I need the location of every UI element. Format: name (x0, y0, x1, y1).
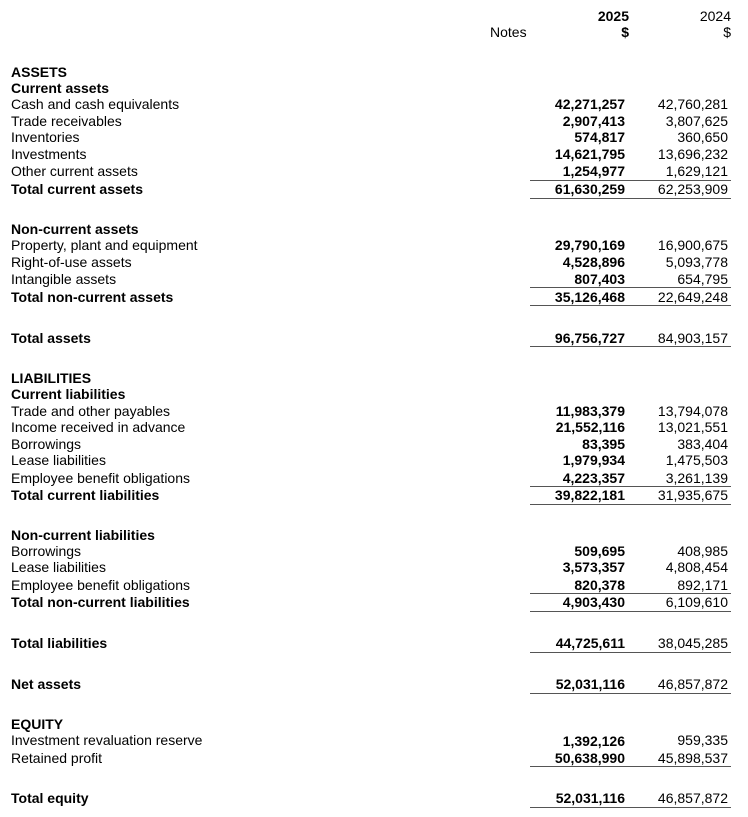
subtotal-rule (530, 766, 731, 767)
table-row (0, 129, 748, 146)
total-rule (530, 611, 731, 612)
row-label: Retained profit (11, 750, 103, 766)
value-2024: 383,404 (677, 436, 728, 452)
value-2024: 45,898,537 (657, 750, 728, 766)
row-label: Investments (11, 146, 87, 162)
liabilities-heading (0, 370, 748, 387)
section-heading: ASSETS (11, 64, 68, 80)
row-label: Trade receivables (11, 113, 122, 129)
row-label: Trade and other payables (11, 403, 171, 419)
value-2024: 38,045,285 (657, 635, 728, 651)
value-2024: 13,696,232 (657, 146, 728, 162)
row-label: Total non-current assets (11, 289, 174, 305)
net-assets-row (0, 676, 748, 693)
total-rule (530, 198, 731, 199)
table-row (0, 436, 748, 453)
table-row (0, 237, 748, 254)
value-2024: 408,985 (677, 543, 728, 559)
row-label: Total current liabilities (11, 487, 160, 503)
table-row (0, 559, 748, 576)
currency-2024-header: $ (723, 24, 731, 40)
value-2025: 3,573,357 (562, 559, 625, 575)
subsection-heading: Non-current liabilities (11, 527, 155, 543)
subsection-heading: Current liabilities (11, 386, 126, 402)
value-2024: 959,335 (677, 732, 728, 748)
value-2024: 42,760,281 (657, 96, 728, 112)
value-2025: 14,621,795 (554, 146, 625, 162)
value-2025: 42,271,257 (554, 96, 625, 112)
value-2025: 52,031,116 (555, 676, 625, 692)
value-2024: 31,935,675 (657, 487, 728, 503)
table-row (0, 577, 748, 594)
value-2024: 13,021,551 (657, 419, 728, 435)
value-2025: 52,031,116 (555, 790, 625, 806)
total-row (0, 487, 748, 504)
table-row (0, 470, 748, 487)
table-row (0, 403, 748, 420)
table-row (0, 543, 748, 560)
total-equity-row (0, 790, 748, 807)
value-2025: 83,395 (582, 436, 625, 452)
row-label: Right-of-use assets (11, 254, 132, 270)
value-2025: 11,983,379 (555, 403, 625, 419)
value-2025: 29,790,169 (554, 237, 625, 253)
assets-heading (0, 64, 748, 81)
row-label: Total current assets (11, 181, 144, 197)
row-label: Lease liabilities (11, 559, 106, 575)
value-2024: 16,900,675 (657, 237, 728, 253)
total-assets-row (0, 330, 748, 347)
row-label: Inventories (11, 129, 80, 145)
value-2024: 1,475,503 (665, 452, 728, 468)
row-label: Total equity (11, 790, 89, 806)
row-label: Borrowings (11, 436, 82, 452)
value-2024: 13,794,078 (657, 403, 728, 419)
current-liabilities-heading (0, 386, 748, 403)
value-2025: 50,638,990 (554, 750, 625, 766)
table-row (0, 96, 748, 113)
notes-column-header: Notes (490, 24, 527, 40)
value-2025: 4,528,896 (562, 254, 625, 270)
value-2024: 4,808,454 (665, 559, 728, 575)
row-label: Total liabilities (11, 635, 108, 651)
value-2024: 46,857,872 (657, 790, 728, 806)
row-label: Property, plant and equipment (11, 237, 198, 253)
year-2024-header: 2024 (699, 8, 731, 24)
value-2025: 61,630,259 (554, 181, 625, 197)
row-label: Total non-current liabilities (11, 594, 190, 610)
table-row (0, 163, 748, 180)
value-2025: 21,552,116 (555, 419, 625, 435)
row-label: Other current assets (11, 163, 138, 179)
total-liabilities-row (0, 635, 748, 652)
value-2024: 1,629,121 (665, 163, 728, 179)
row-label: Intangible assets (11, 271, 117, 287)
current-assets-heading (0, 80, 748, 97)
value-2025: 96,756,727 (554, 330, 625, 346)
subsection-heading: Non-current assets (11, 221, 139, 237)
subtotal-rule (530, 287, 731, 288)
total-rule (530, 652, 731, 653)
total-rule (530, 305, 731, 306)
total-rule (530, 807, 731, 808)
row-label: Borrowings (11, 543, 82, 559)
value-2025: 35,126,468 (554, 289, 625, 305)
value-2024: 22,649,248 (657, 289, 728, 305)
row-label: Cash and cash equivalents (11, 96, 180, 112)
table-row (0, 254, 748, 271)
value-2025: 1,979,934 (562, 452, 625, 468)
table-row (0, 419, 748, 436)
row-label: Lease liabilities (11, 452, 106, 468)
year-2025-header: 2025 (597, 8, 629, 24)
value-2024: 3,261,139 (665, 470, 728, 486)
section-heading: LIABILITIES (11, 370, 92, 386)
non-current-assets-heading (0, 221, 748, 238)
non-current-liabilities-heading (0, 527, 748, 544)
total-rule (530, 504, 731, 505)
row-label: Employee benefit obligations (11, 470, 191, 486)
total-row (0, 594, 748, 611)
total-rule (530, 346, 731, 347)
currency-2025-header: $ (621, 24, 629, 40)
value-2024: 46,857,872 (657, 676, 728, 692)
table-row (0, 113, 748, 130)
table-row (0, 750, 748, 767)
value-2024: 360,650 (677, 129, 728, 145)
value-2025: 1,392,126 (562, 733, 625, 749)
total-row (0, 289, 748, 306)
value-2025: 509,695 (574, 543, 625, 559)
value-2025: 574,817 (574, 129, 625, 145)
total-rule (530, 693, 731, 694)
value-2024: 84,903,157 (657, 330, 728, 346)
value-2025: 4,903,430 (562, 594, 625, 610)
table-row (0, 271, 748, 288)
table-row (0, 146, 748, 163)
row-label: Income received in advance (11, 419, 186, 435)
equity-heading (0, 716, 748, 733)
value-2025: 39,822,181 (554, 487, 625, 503)
value-2025: 807,403 (574, 271, 625, 287)
row-label: Total assets (11, 330, 91, 346)
value-2024: 3,807,625 (665, 113, 728, 129)
value-2024: 5,093,778 (665, 254, 728, 270)
value-2024: 654,795 (677, 271, 728, 287)
section-heading: EQUITY (11, 716, 64, 732)
value-2025: 820,378 (574, 577, 625, 593)
subsection-heading: Current assets (11, 80, 110, 96)
row-label: Employee benefit obligations (11, 577, 191, 593)
row-label: Investment revaluation reserve (11, 732, 203, 748)
value-2024: 892,171 (677, 577, 728, 593)
value-2025: 2,907,413 (562, 113, 625, 129)
total-row (0, 181, 748, 198)
value-2024: 6,109,610 (665, 594, 728, 610)
value-2024: 62,253,909 (657, 181, 728, 197)
value-2025: 4,223,357 (562, 470, 625, 486)
value-2025: 44,725,611 (555, 635, 625, 651)
value-2025: 1,254,977 (562, 163, 625, 179)
row-label: Net assets (11, 676, 82, 692)
table-row (0, 732, 748, 749)
table-row (0, 452, 748, 469)
